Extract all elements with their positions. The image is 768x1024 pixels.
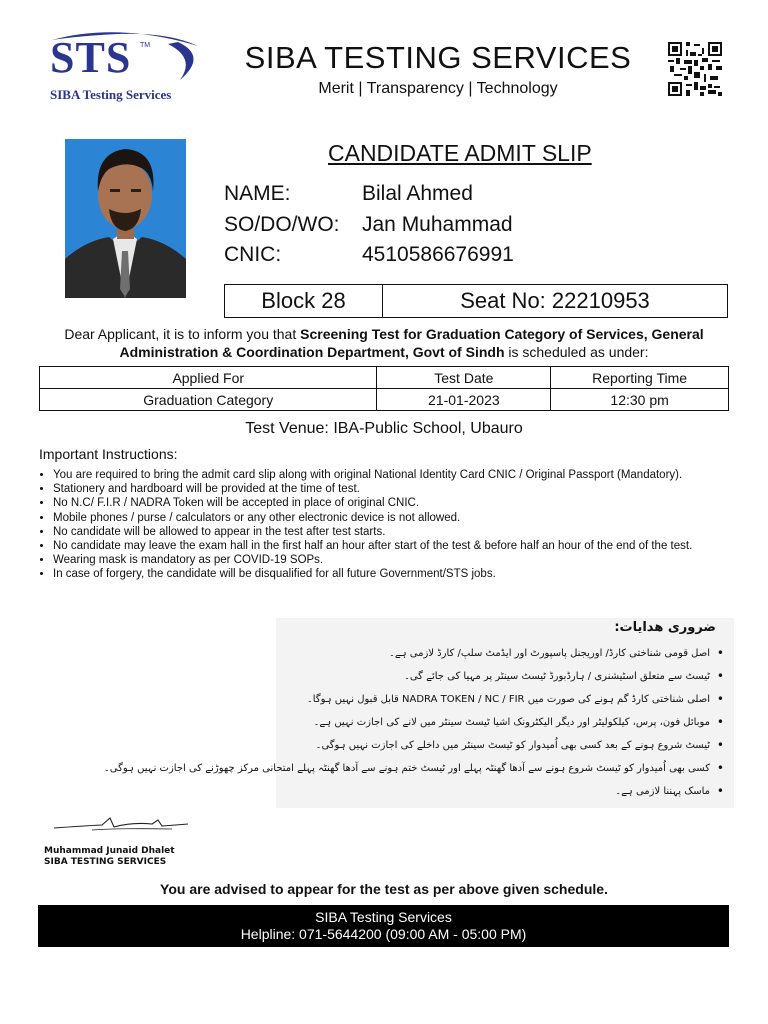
applied-for-cell: Graduation Category <box>40 389 377 411</box>
urdu-instruction-item: • اصلی شناختی کارڈ گم ہونے کی صورت میں NADRA TOKEN / NC / FIR قابل قبول نہیں ہوگا۔ <box>288 688 728 711</box>
urdu-instruction-item: • ٹیسٹ شروع ہونے کے بعد کسی بھی اُمیدوار کو ٹیسٹ سینٹر میں داخلے کی اجازت نہیں ہوگی۔ <box>288 734 728 757</box>
seat-number: Seat No: 22210953 <box>460 288 650 313</box>
instruction-item: • No candidate may leave the exam hall in the first half an hour after start of the test & before half an hour of the end of the test. <box>53 539 745 553</box>
test-date-cell: 21-01-2023 <box>377 389 551 411</box>
candidate-photo <box>65 139 186 298</box>
intro-test-name: Screening Test for Graduation Category of Services, General Administration & Coordination Department, Govt of Sindh <box>119 326 704 360</box>
instructions-list <box>37 468 745 582</box>
name-value: Bilal Ahmed <box>362 182 473 205</box>
urdu-instructions-list <box>103 642 728 803</box>
guardian-value: Jan Muhammad <box>362 213 513 236</box>
logo-subtitle: SIBA Testing Services <box>50 87 172 102</box>
signatory-org: SIBA TESTING SERVICES <box>44 857 167 867</box>
urdu-instruction-item: • اصل قومی شناختی کارڈ/ اوریجنل پاسپورٹ اور ایڈمٹ سلپ/ کارڈ لازمی ہے۔ <box>288 642 728 665</box>
sts-logo <box>48 28 206 104</box>
tagline: Merit | Transparency | Technology <box>318 80 558 97</box>
column-header: Test Date <box>377 367 551 389</box>
urdu-instructions <box>103 618 734 808</box>
column-header: Reporting Time <box>551 367 729 389</box>
signatory-block <box>44 846 175 868</box>
candidate-portrait <box>65 139 186 298</box>
instruction-item: • Wearing mask is mandatory as per COVID-19 SOPs. <box>53 553 745 567</box>
urdu-instruction-item: • کسی بھی اُمیدوار کو ٹیسٹ شروع ہونے سے آدھا گھنٹہ پہلے اور ٹیسٹ ختم ہونے سے آدھا گھنٹہ پہلے امتحانی مرکز چھوڑنے کی اجازت نہیں ہوگی۔ <box>288 757 728 780</box>
column-header: Applied For <box>40 367 377 389</box>
guardian-label: SO/DO/WO: <box>224 213 340 236</box>
instruction-item: • Stationery and hardboard will be provided at the time of test. <box>53 482 745 496</box>
seat-assignment-box <box>224 284 728 318</box>
urdu-instruction-item: • موبائل فون، پرس، کیلکولیٹر اور دیگر الیکٹرونک اشیا ٹیسٹ سینٹر میں لانے کی اجازت نہیں ہے۔ <box>288 711 728 734</box>
footer-helpline: Helpline: 071-5644200 (09:00 AM - 05:00 PM) <box>240 926 527 942</box>
instruction-item: • Mobile phones / purse / calculators or any other electronic device is not allowed. <box>53 511 745 525</box>
advice-text: You are advised to appear for the test as per above given schedule. <box>160 881 608 897</box>
urdu-heading: ضروری ھدایات: <box>614 620 716 635</box>
footer-org: SIBA Testing Services <box>315 909 452 925</box>
slip-title: CANDIDATE ADMIT SLIP <box>328 140 592 166</box>
urdu-instruction-item: • ٹیسٹ سے متعلق اسٹیشنری / ہارڈبورڈ ٹیسٹ سینٹر پر مہیا کی جائے گی۔ <box>288 665 728 688</box>
instruction-item: • In case of forgery, the candidate will be disqualified for all future Government/STS jobs. <box>53 567 745 581</box>
instructions-heading: Important Instructions: <box>39 446 178 462</box>
table-row <box>40 389 729 411</box>
reporting-time-cell: 12:30 pm <box>551 389 729 411</box>
block-number: Block 28 <box>225 285 383 317</box>
urdu-instruction-item: • ماسک پہننا لازمی ہے۔ <box>288 780 728 803</box>
test-venue: Test Venue: IBA-Public School, Ubauro <box>245 420 523 437</box>
logo-trademark: TM <box>140 42 151 49</box>
table-header-row <box>40 367 729 389</box>
footer-bar <box>38 905 729 947</box>
signature <box>52 812 192 836</box>
cnic-value: 4510586676991 <box>362 243 514 266</box>
instruction-item: • You are required to bring the admit card slip along with original National Identity Card CNIC / Original Passport (Mandatory). <box>53 468 745 482</box>
logo-wordmark: STS <box>50 33 132 82</box>
intro-text-start: Dear Applicant, it is to inform you that <box>64 326 301 342</box>
instruction-item: • No N.C/ F.I.R / NADRA Token will be accepted in place of original CNIC. <box>53 496 745 510</box>
intro-text-end: is scheduled as under: <box>504 344 649 360</box>
signatory-name: Muhammad Junaid Dhalet <box>44 846 175 856</box>
schedule-table <box>39 366 729 411</box>
intro-paragraph <box>40 325 728 361</box>
name-label: NAME: <box>224 182 291 205</box>
instruction-item: • No candidate will be allowed to appear in the test after test starts. <box>53 525 745 539</box>
qr-code-icon <box>668 42 722 96</box>
cnic-label: CNIC: <box>224 243 282 266</box>
organization-name: SIBA TESTING SERVICES <box>244 40 632 75</box>
